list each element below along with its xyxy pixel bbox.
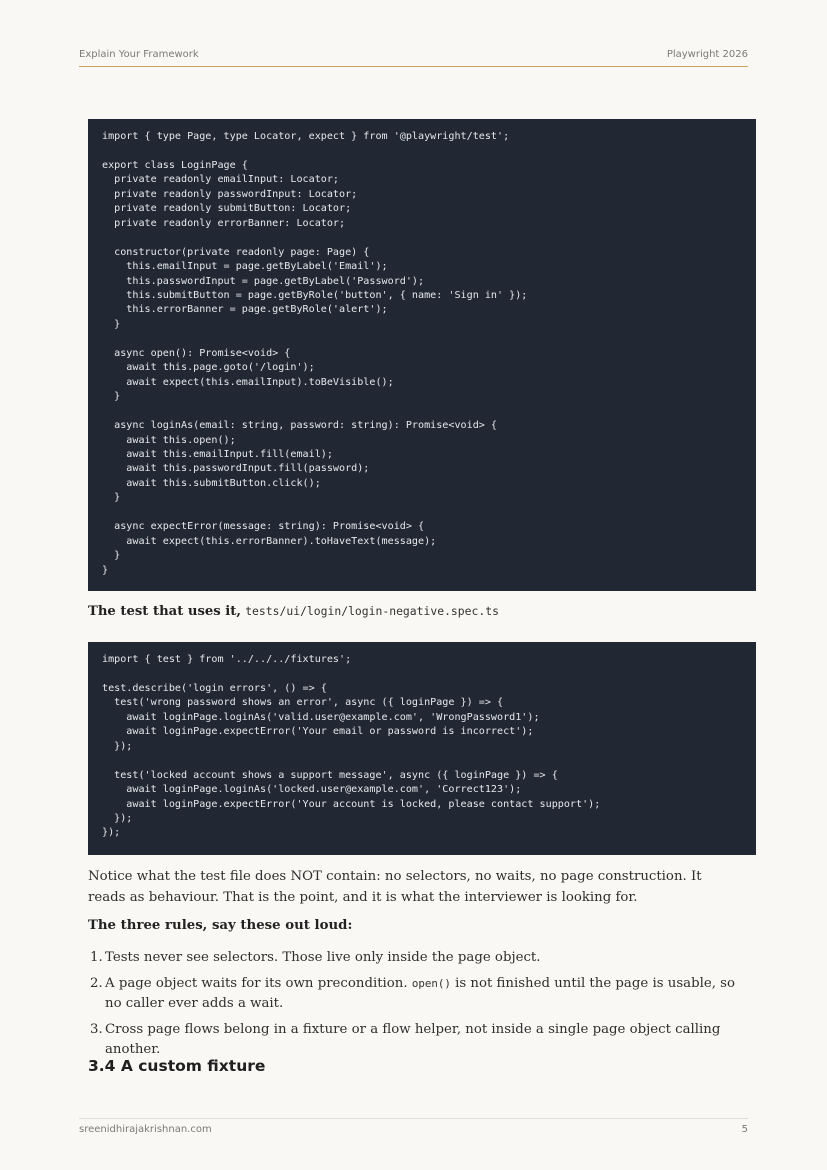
rules-heading: The three rules, say these out loud: [88,918,353,933]
list-item [88,948,748,969]
list-text: A page object waits for its own precondition. [105,975,408,991]
header-title: Explain Your Framework [79,49,199,60]
code-caption [88,604,499,619]
list-text: is not finished until the page is usable, so no caller ever adds a wait. [105,975,736,1011]
code-block-login-test: import { test } from '../../../fixtures'; test.describe('login errors', () => { test('wrong password shows an error', async ({ loginPage }) => { await loginPage.loginAs('valid.user@example.com', 'WrongPassword1'); await loginPage.expectError('Your email or password is incorrect'); }); test('locked account shows a support message', async ({ loginPage }) => { await loginPage.loginAs('locked.user@example.com', 'Correct123'); await loginPage.expectError('Your account is locked, please contact support'); }); }); [88,642,756,855]
page-footer [79,1118,748,1135]
list-number: 2. [90,975,103,991]
section-heading: 3.4 A custom fixture [88,1057,266,1075]
page-number: 5 [741,1124,748,1135]
list-number: 3. [90,1021,103,1037]
header-subtitle: Playwright 2026 [666,49,748,60]
page-header [79,48,748,67]
inline-code: open() [411,976,451,990]
caption-file-path: tests/ui/login/login-negative.spec.ts [245,604,499,618]
footer-website: sreenidhirajakrishnan.com [79,1124,212,1135]
code-block-login-page: import { type Page, type Locator, expect } from '@playwright/test'; export class LoginPage { private readonly emailInput: Locator; private readonly passwordInput: Locator; private readonly submitButton: Locator; private readonly errorBanner: Locator; constructor(private readonly page: Page) { this.emailInput = page.getByLabel('Email'); this.passwordInput = page.getByLabel('Password'); this.submitButton = page.getByRole('button', { name: 'Sign in' }); this.errorBanner = page.getByRole('alert'); } async open(): Promise<void> { await this.page.goto('/login'); await expect(this.emailInput).toBeVisible(); } async loginAs(email: string, password: string): Promise<void> { await this.open(); await this.emailInput.fill(email); await this.passwordInput.fill(password); await this.submitButton.click(); } async expectError(message: string): Promise<void> { await expect(this.errorBanner).toHaveText(message); } } [88,119,756,591]
list-text: Tests never see selectors. Those live only inside the page object. [105,950,541,965]
rules-list [88,948,748,1066]
list-text: Cross page flows belong in a fixture or a flow helper, not inside a single page object calling another. [105,1021,721,1057]
body-paragraph: Notice what the test file does NOT contain: no selectors, no waits, no page construction. It reads as behaviour. That is the point, and it is what the interviewer is looking for. [88,869,702,905]
list-item [88,1020,748,1061]
caption-bold: The test that uses it, [88,604,241,619]
list-item [88,974,748,1015]
list-number: 1. [90,950,103,965]
